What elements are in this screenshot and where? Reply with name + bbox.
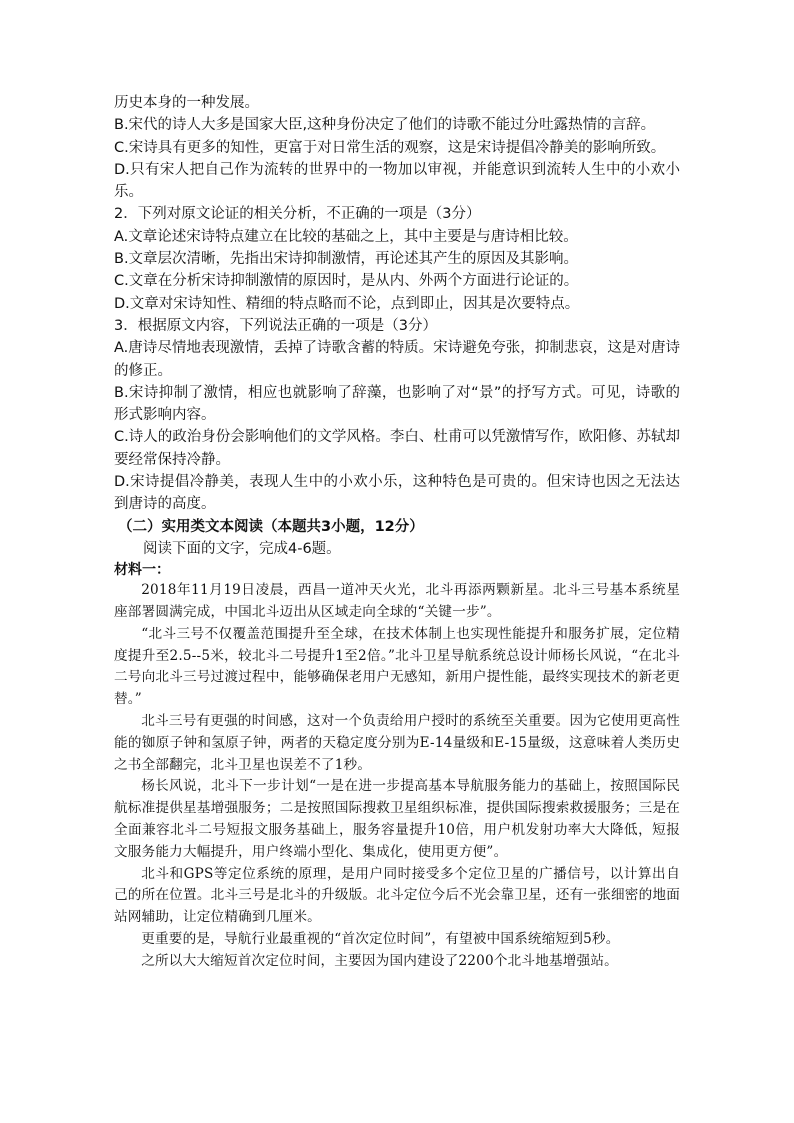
q3-stem: 3．根据原文内容，下列说法正确的一项是（3分） xyxy=(114,317,437,334)
q3-option-a: A.唐诗尽情地表现激情，丢掉了诗歌含蓄的特质。宋诗避免夸张，抑制悲哀，这是对唐诗的修正。 xyxy=(114,340,680,379)
material-label: 材料一： xyxy=(114,562,170,579)
q2-option-d: D.文章对宋诗知性、精细的特点略而不论，点到即止，因其是次要特点。 xyxy=(114,295,580,312)
q1-option-b: B.宋代的诗人大多是国家大臣,这种身份决定了他们的诗歌不能过分吐露热情的言辞。 xyxy=(114,117,656,134)
q1-option-d: D.只有宋人把自己作为流转的世界中的一物加以审视，并能意识到流转人生中的小欢小乐。 xyxy=(114,161,680,201)
material-paragraph: 之所以大大缩短首次定位时间，主要因为国内建设了2200个北斗地基增强站。 xyxy=(141,952,618,969)
material-paragraph: “北斗三号不仅覆盖范围提升至全球，在技术体制上也实现性能提升和服务扩展，定位精度提升至2.5--5米，较北斗二号提升1至2倍。”北斗卫星导航系统总设计师杨长风说，“在北斗二号向北斗三号过渡过程中，能够确保老用户无感知，新用户提性能，最终实现技术的新老更替。” xyxy=(114,625,680,708)
q3-option-b: B.宋诗抑制了激情，相应也就影响了辞藻，也影响了对“景”的抒写方式。可见，诗歌的形式影响内容。 xyxy=(114,384,680,424)
q3-option-d: D.宋诗提倡冷静美，表现人生中的小欢小乐，这种特色是可贵的。但宋诗也因之无法达到唐诗的高度。 xyxy=(114,474,680,513)
section-heading: （二）实用类文本阅读（本题共3小题，12分） xyxy=(118,518,424,535)
material-paragraph: 杨长风说，北斗下一步计划“一是在进一步提高基本导航服务能力的基础上，按照国际民航标准提供星基增强服务；二是按照国际搜救卫星组织标准，提供国际搜索救援服务；三是在全面兼容北斗二号短报文服务基础上，服务容量提升10倍，用户机发射功率大大降低，短报文服务能力大幅提升，用户终端小型化、集成化，使用更方便”。 xyxy=(114,778,680,860)
material-paragraph: 更重要的是，导航行业最重视的“首次定位时间”，有望被中国系统缩短到5秒。 xyxy=(141,930,620,947)
intro-tail-text: 历史本身的一种发展。 xyxy=(114,95,259,111)
section-instruction: 阅读下面的文字，完成4-6题。 xyxy=(143,540,341,557)
material-paragraph: 2018年11月19日凌晨，西昌一道冲天火光，北斗再添两颗新星。北斗三号基本系统星座部署圆满完成，中国北斗迈出从区域走向全球的“关键一步”。 xyxy=(114,582,680,621)
material-paragraph: 北斗三号有更强的时间感，这对一个负责给用户授时的系统至关重要。因为它使用更高性能的铷原子钟和氢原子钟，两者的天稳定度分别为E-14量级和E-15量级，这意味着人类历史之书全部翻完，北斗卫星也误差不了1秒。 xyxy=(114,713,680,773)
q3-option-c: C.诗人的政治身份会影响他们的文学风格。李白、杜甫可以凭激情写作，欧阳修、苏轼却要经常保持冷静。 xyxy=(114,429,680,468)
document-content xyxy=(114,92,680,973)
q2-option-b: B.文章层次清晰，先指出宋诗抑制激情，再论述其产生的原因及其影响。 xyxy=(114,251,579,268)
material-paragraph: 北斗和GPS等定位系统的原理，是用户同时接受多个定位卫星的广播信号，以计算出自己的所在位置。北斗三号是北斗的升级版。北斗定位今后不光会靠卫星，还有一张细密的地面站网辅助，让定位精确到几厘米。 xyxy=(114,865,680,926)
q1-option-c: C.宋诗具有更多的知性，更富于对日常生活的观察，这是宋诗提倡冷静美的影响所致。 xyxy=(114,139,666,156)
q2-option-c: C.文章在分析宋诗抑制激情的原因时，是从内、外两个方面进行论证的。 xyxy=(114,273,579,290)
q2-stem: 2．下列对原文论证的相关分析，不正确的一项是（3分） xyxy=(114,206,481,223)
q2-option-a: A.文章论述宋诗特点建立在比较的基础之上，其中主要是与唐诗相比较。 xyxy=(114,228,578,245)
